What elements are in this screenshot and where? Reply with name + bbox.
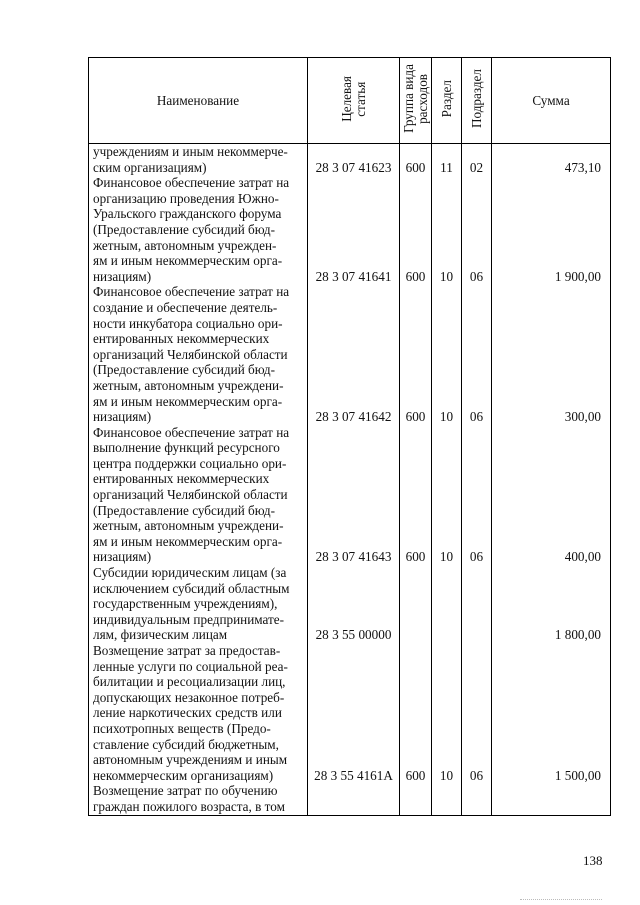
- table-row: [89, 425, 611, 565]
- row-group: [400, 565, 432, 643]
- row-group: 600: [400, 175, 432, 284]
- row-section: [432, 565, 462, 643]
- header-section: Раздел: [432, 58, 462, 144]
- scan-artifact: [520, 899, 602, 901]
- row-name: Возмещение затрат по обучению граждан пожилого возраста, в том: [89, 783, 308, 815]
- row-subsection: [462, 783, 492, 815]
- row-section: 11: [432, 144, 462, 176]
- header-target: Целевая статья: [308, 58, 400, 144]
- row-target: 28 3 07 41641: [308, 175, 400, 284]
- row-target: 28 3 07 41643: [308, 425, 400, 565]
- header-expense-group: Группа вида расходов: [400, 58, 432, 144]
- row-sum: [492, 783, 611, 815]
- budget-table: [88, 57, 611, 816]
- table-row: [89, 565, 611, 643]
- row-subsection: 06: [462, 425, 492, 565]
- row-name: Субсидии юридическим лицам (за исключением субсидий областным государственным учреждениям), индивидуальным предпринимате- лям, физическим лицам: [89, 565, 308, 643]
- row-subsection: 02: [462, 144, 492, 176]
- row-name: Возмещение затрат за предостав- ленные услуги по социальной реа- билитации и ресоциализации лиц, допускающих незаконное потреб- ление наркотических средств или психотропных веществ (Предо- ставление субсидий бюджетным, автономным учреждениям и иным некоммерческим организациям): [89, 643, 308, 783]
- row-group: [400, 783, 432, 815]
- row-sum: 1 500,00: [492, 643, 611, 783]
- row-group: 600: [400, 425, 432, 565]
- row-section: 10: [432, 284, 462, 424]
- row-subsection: [462, 565, 492, 643]
- row-target: 28 3 55 4161А: [308, 643, 400, 783]
- row-name: Финансовое обеспечение затрат на организацию проведения Южно- Уральского гражданского форума (Предоставление субсидий бюд- жетным, автономным учрежден- ям и иным некоммерческим орга- низациям): [89, 175, 308, 284]
- table-row: [89, 643, 611, 783]
- row-target: 28 3 55 00000: [308, 565, 400, 643]
- row-name: Финансовое обеспечение затрат на создание и обеспечение деятель- ности инкубатора социально ори- ентированных некоммерческих организаций Челябинской области (Предоставление субсидий бюд- жетным, автономным учреждени- ям и иным некоммерческим орга- низациям): [89, 284, 308, 424]
- row-sum: 1 800,00: [492, 565, 611, 643]
- row-sum: 1 900,00: [492, 175, 611, 284]
- header-sum: Сумма: [492, 58, 611, 144]
- row-section: [432, 783, 462, 815]
- table-header-row: [89, 58, 611, 144]
- row-group: 600: [400, 144, 432, 176]
- row-section: 10: [432, 425, 462, 565]
- row-subsection: 06: [462, 175, 492, 284]
- row-section: 10: [432, 643, 462, 783]
- row-section: 10: [432, 175, 462, 284]
- table-row: [89, 284, 611, 424]
- row-target: [308, 783, 400, 815]
- row-sum: 473,10: [492, 144, 611, 176]
- table-row: [89, 175, 611, 284]
- table-row: [89, 144, 611, 176]
- row-sum: 400,00: [492, 425, 611, 565]
- page-number: 138: [583, 853, 603, 868]
- row-name: учреждениям и иным некоммерче- ским организациям): [89, 144, 308, 176]
- row-target: 28 3 07 41623: [308, 144, 400, 176]
- row-name: Финансовое обеспечение затрат на выполнение функций ресурсного центра поддержки социально ори- ентированных некоммерческих организаций Челябинской области (Предоставление субсидий бюд- жетным, автономным учреждени- ям и иным некоммерческим орга- низациям): [89, 425, 308, 565]
- row-group: 600: [400, 643, 432, 783]
- row-subsection: 06: [462, 643, 492, 783]
- header-subsection: Подраздел: [462, 58, 492, 144]
- row-sum: 300,00: [492, 284, 611, 424]
- header-name: Наименование: [89, 58, 308, 144]
- row-subsection: 06: [462, 284, 492, 424]
- row-target: 28 3 07 41642: [308, 284, 400, 424]
- table-row: [89, 783, 611, 815]
- row-group: 600: [400, 284, 432, 424]
